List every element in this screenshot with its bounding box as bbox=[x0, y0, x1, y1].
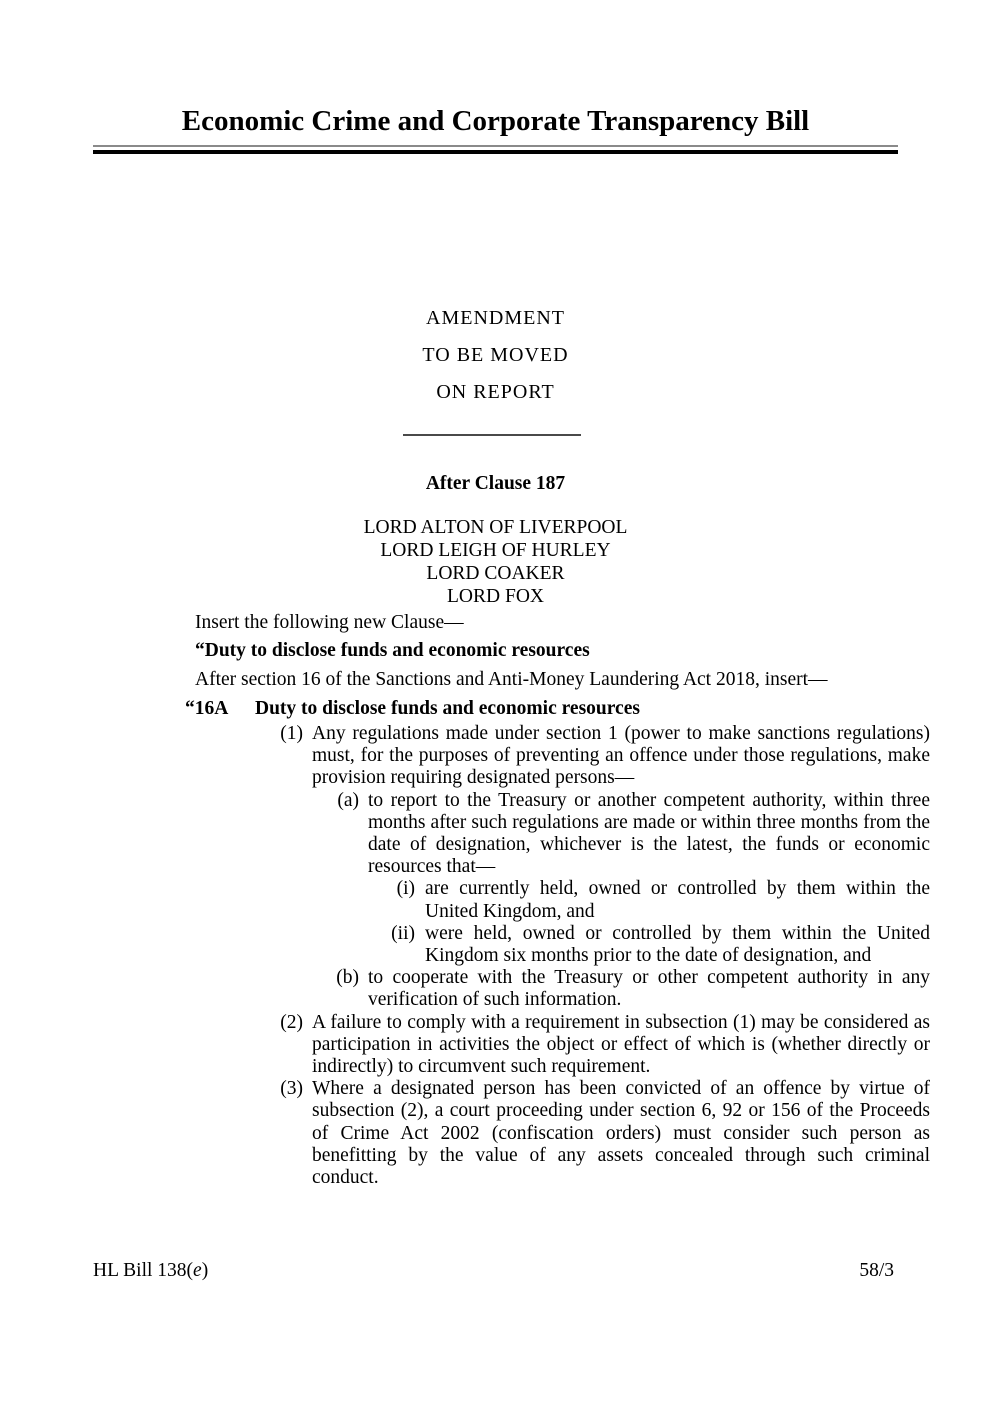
bill-number-prefix: HL Bill 138( bbox=[93, 1260, 194, 1281]
subsection-3-number: (3) bbox=[280, 1078, 303, 1100]
paragraph-1b-text: to cooperate with the Treasury or other competent authority in any verification of such information. bbox=[368, 967, 930, 1011]
subparagraph-1a-ii-text: were held, owned or controlled by them within the United Kingdom six months prior to the date of designation, and bbox=[425, 922, 930, 967]
section-16a-title: Duty to disclose funds and economic resources bbox=[255, 698, 640, 719]
sponsor-list bbox=[0, 516, 991, 608]
subsection-3-text: Where a designated person has been convicted of an offence by virtue of subsection (2), a court proceeding under section 6, 92 or 156 of the Proceeds of Crime Act 2002 (confiscation orders) must consider such person as benefitting by the value of any assets concealed through such criminal conduct. bbox=[312, 1078, 930, 1189]
page-title: Economic Crime and Corporate Transparency Bill bbox=[181, 105, 810, 137]
subsection-2-number: (2) bbox=[280, 1011, 303, 1033]
paragraph-1a bbox=[195, 790, 930, 879]
subparagraph-1a-ii-number: (ii) bbox=[391, 922, 415, 944]
sponsor-name: LORD ALTON OF LIVERPOOL bbox=[363, 517, 628, 538]
subsection-2 bbox=[195, 1012, 930, 1079]
subsection-3 bbox=[195, 1078, 930, 1189]
subsection-1-number: (1) bbox=[280, 723, 303, 744]
subparagraph-1a-i bbox=[195, 878, 930, 922]
title-rule-thick-line bbox=[93, 150, 898, 154]
new-clause-title: “Duty to disclose funds and economic resources bbox=[195, 640, 590, 661]
amendment-header-line-1: AMENDMENT bbox=[426, 307, 565, 329]
bill-number-suffix: ) bbox=[201, 1260, 209, 1281]
subparagraph-1a-i-text: are currently held, owned or controlled by them within the United Kingdom, and bbox=[425, 878, 930, 922]
subsection-1-text: Any regulations made under section 1 (power to make sanctions regulations) must, for the purposes of preventing an offence under those regulations, make provision requiring designated persons— bbox=[312, 723, 930, 789]
session-number-footer: 58/3 bbox=[859, 1260, 894, 1281]
bill-number-footer bbox=[93, 1260, 208, 1282]
new-clause-provisions bbox=[195, 723, 930, 1189]
sponsor-name: LORD COAKER bbox=[426, 563, 565, 584]
amendment-header bbox=[0, 300, 991, 411]
after-clause-heading: After Clause 187 bbox=[425, 473, 566, 494]
sponsor-name: LORD LEIGH OF HURLEY bbox=[380, 540, 611, 561]
section-16a-heading bbox=[185, 697, 930, 720]
bill-number-italic-letter: e bbox=[193, 1260, 202, 1281]
paragraph-1b-number: (b) bbox=[336, 967, 359, 989]
subsection-1 bbox=[195, 723, 930, 790]
subsection-2-text: A failure to comply with a requirement in subsection (1) may be considered as participation in activities the object or effect of which is (whether directly or indirectly) to circumvent such requirement. bbox=[312, 1011, 930, 1078]
amendment-header-line-3: ON REPORT bbox=[436, 381, 555, 403]
paragraph-1a-text: to report to the Treasury or another competent authority, within three months after such regulations are made or within three months from the date of designation, whichever is the latest, the funds or economic resources that— bbox=[368, 789, 930, 878]
paragraph-1b bbox=[195, 967, 930, 1011]
sponsor-name: LORD FOX bbox=[447, 586, 544, 607]
subparagraph-1a-ii bbox=[195, 923, 930, 967]
section-16a-number: “16A bbox=[185, 698, 229, 719]
subparagraph-1a-i-number: (i) bbox=[396, 878, 415, 900]
instruction-line: Insert the following new Clause— bbox=[195, 612, 464, 633]
paragraph-1a-number: (a) bbox=[337, 789, 359, 811]
amendment-header-line-2: TO BE MOVED bbox=[422, 344, 569, 366]
title-rule bbox=[93, 145, 898, 154]
section-divider-rule bbox=[403, 434, 581, 436]
insert-directive-line: After section 16 of the Sanctions and Anti-Money Laundering Act 2018, insert— bbox=[195, 669, 828, 690]
